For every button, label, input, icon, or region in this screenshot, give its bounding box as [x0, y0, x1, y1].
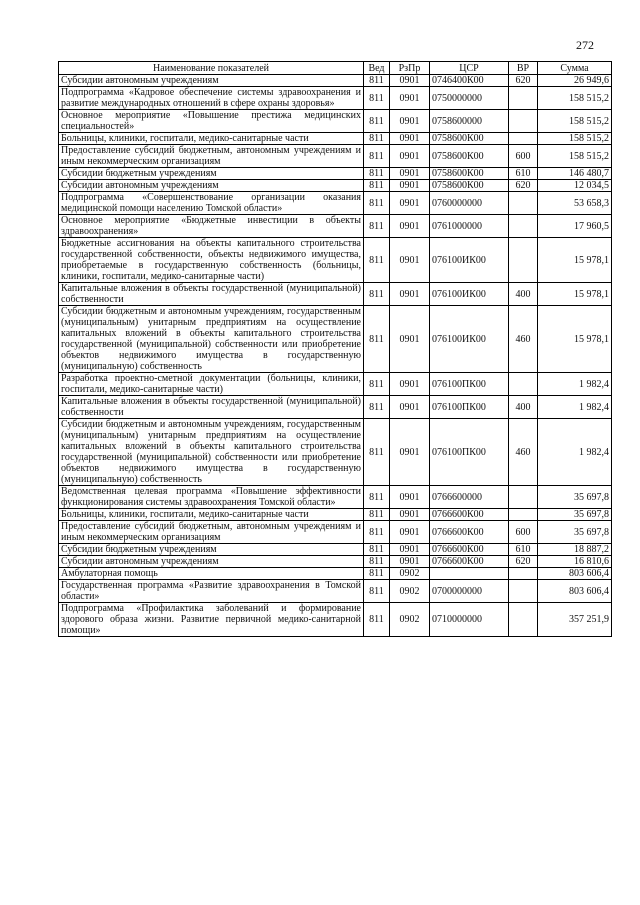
- cell-csr: 0700000000: [430, 580, 509, 603]
- table-row: [59, 192, 612, 215]
- cell-rzpr: 0901: [390, 306, 430, 373]
- header-row: [59, 62, 612, 75]
- cell-sum: 146 480,7: [538, 168, 612, 180]
- cell-vr: [509, 133, 538, 145]
- cell-sum: 12 034,5: [538, 180, 612, 192]
- cell-name: Амбулаторная помощь: [59, 568, 364, 580]
- cell-sum: 35 697,8: [538, 486, 612, 509]
- column-header-ved: Вед: [364, 62, 390, 75]
- table-row: [59, 145, 612, 168]
- cell-sum: 35 697,8: [538, 521, 612, 544]
- cell-vr: [509, 238, 538, 283]
- cell-ved: 811: [364, 215, 390, 238]
- cell-sum: 18 887,2: [538, 544, 612, 556]
- cell-name: Субсидии автономным учреждениям: [59, 556, 364, 568]
- cell-ved: 811: [364, 544, 390, 556]
- cell-csr: 0758600К00: [430, 133, 509, 145]
- cell-ved: 811: [364, 521, 390, 544]
- table-row: [59, 521, 612, 544]
- cell-name: Предоставление субсидий бюджетным, автономным учреждениям и иным некоммерческим организациям: [59, 145, 364, 168]
- column-header-csr: ЦСР: [430, 62, 509, 75]
- cell-csr: 076100ИК00: [430, 238, 509, 283]
- cell-csr: 0758600К00: [430, 168, 509, 180]
- cell-vr: [509, 192, 538, 215]
- cell-name: Больницы, клиники, госпитали, медико-санитарные части: [59, 509, 364, 521]
- cell-name: Разработка проектно-сметной документации (больницы, клиники, госпитали, медико-санитарные части): [59, 373, 364, 396]
- cell-vr: [509, 87, 538, 110]
- cell-csr: 0758600000: [430, 110, 509, 133]
- cell-csr: 0758600К00: [430, 180, 509, 192]
- cell-ved: 811: [364, 192, 390, 215]
- cell-vr: 460: [509, 306, 538, 373]
- cell-ved: 811: [364, 283, 390, 306]
- cell-vr: [509, 215, 538, 238]
- cell-rzpr: 0901: [390, 110, 430, 133]
- table-row: [59, 580, 612, 603]
- cell-csr: 0766600К00: [430, 521, 509, 544]
- cell-vr: 610: [509, 544, 538, 556]
- cell-sum: 53 658,3: [538, 192, 612, 215]
- cell-rzpr: 0901: [390, 180, 430, 192]
- cell-rzpr: 0902: [390, 568, 430, 580]
- table-row: [59, 180, 612, 192]
- cell-csr: 0766600К00: [430, 556, 509, 568]
- cell-vr: 400: [509, 283, 538, 306]
- cell-vr: [509, 373, 538, 396]
- cell-rzpr: 0902: [390, 580, 430, 603]
- cell-vr: [509, 509, 538, 521]
- cell-sum: 158 515,2: [538, 133, 612, 145]
- column-header-rzpr: РзПр: [390, 62, 430, 75]
- cell-vr: 610: [509, 168, 538, 180]
- cell-rzpr: 0901: [390, 556, 430, 568]
- cell-ved: 811: [364, 87, 390, 110]
- cell-name: Бюджетные ассигнования на объекты капитального строительства государственной собственности, объекты недвижимого имущества, приобретаемые в государственную собственность (больницы, клиники, госпитали, медико-санитарные части): [59, 238, 364, 283]
- cell-csr: 076100ПК00: [430, 396, 509, 419]
- table-row: [59, 168, 612, 180]
- cell-csr: 0760000000: [430, 192, 509, 215]
- cell-rzpr: 0901: [390, 544, 430, 556]
- cell-name: Ведомственная целевая программа «Повышение эффективности функционирования системы здравоохранения Томской области»: [59, 486, 364, 509]
- table-row: [59, 396, 612, 419]
- page-number: 272: [576, 38, 594, 52]
- column-header-vr: ВР: [509, 62, 538, 75]
- cell-sum: 158 515,2: [538, 145, 612, 168]
- cell-vr: [509, 603, 538, 637]
- cell-ved: 811: [364, 556, 390, 568]
- cell-rzpr: 0901: [390, 283, 430, 306]
- cell-vr: [509, 486, 538, 509]
- cell-ved: 811: [364, 568, 390, 580]
- cell-rzpr: 0901: [390, 215, 430, 238]
- cell-name: Субсидии автономным учреждениям: [59, 75, 364, 87]
- column-header-sum: Сумма: [538, 62, 612, 75]
- cell-csr: 076100ИК00: [430, 283, 509, 306]
- cell-sum: 158 515,2: [538, 110, 612, 133]
- cell-sum: 35 697,8: [538, 509, 612, 521]
- cell-sum: 158 515,2: [538, 87, 612, 110]
- cell-rzpr: 0901: [390, 145, 430, 168]
- table-row: [59, 556, 612, 568]
- cell-csr: 0746400К00: [430, 75, 509, 87]
- cell-csr: 0758600К00: [430, 145, 509, 168]
- cell-rzpr: 0902: [390, 603, 430, 637]
- cell-vr: 620: [509, 556, 538, 568]
- cell-sum: 357 251,9: [538, 603, 612, 637]
- cell-name: Больницы, клиники, госпитали, медико-санитарные части: [59, 133, 364, 145]
- cell-rzpr: 0901: [390, 509, 430, 521]
- cell-name: Предоставление субсидий бюджетным, автономным учреждениям и иным некоммерческим организациям: [59, 521, 364, 544]
- cell-ved: 811: [364, 580, 390, 603]
- cell-rzpr: 0901: [390, 133, 430, 145]
- cell-rzpr: 0901: [390, 373, 430, 396]
- table-row: [59, 306, 612, 373]
- cell-ved: 811: [364, 509, 390, 521]
- cell-rzpr: 0901: [390, 87, 430, 110]
- table-row: [59, 75, 612, 87]
- cell-sum: 15 978,1: [538, 283, 612, 306]
- table-row: [59, 133, 612, 145]
- table-row: [59, 419, 612, 486]
- cell-csr: 0766600000: [430, 486, 509, 509]
- cell-name: Субсидии автономным учреждениям: [59, 180, 364, 192]
- cell-name: Капитальные вложения в объекты государственной (муниципальной) собственности: [59, 396, 364, 419]
- cell-name: Субсидии бюджетным и автономным учреждениям, государственным (муниципальным) унитарным предприятиям на осуществление капитальных вложений в объекты капитального строительства государственной (муниципальной) собственности или приобретение объектов недвижимого имущества в государственную (муниципальную) собственность: [59, 306, 364, 373]
- cell-csr: 076100ПК00: [430, 373, 509, 396]
- cell-sum: 803 606,4: [538, 568, 612, 580]
- cell-vr: [509, 110, 538, 133]
- table-row: [59, 238, 612, 283]
- cell-rzpr: 0901: [390, 419, 430, 486]
- cell-sum: 803 606,4: [538, 580, 612, 603]
- cell-rzpr: 0901: [390, 396, 430, 419]
- table-row: [59, 568, 612, 580]
- cell-sum: 1 982,4: [538, 373, 612, 396]
- cell-ved: 811: [364, 306, 390, 373]
- cell-vr: [509, 568, 538, 580]
- cell-ved: 811: [364, 419, 390, 486]
- cell-name: Подпрограмма «Совершенствование организации оказания медицинской помощи населению Томской области»: [59, 192, 364, 215]
- cell-csr: 076100ИК00: [430, 306, 509, 373]
- cell-sum: 17 960,5: [538, 215, 612, 238]
- cell-ved: 811: [364, 168, 390, 180]
- cell-csr: 0761000000: [430, 215, 509, 238]
- cell-name: Капитальные вложения в объекты государственной (муниципальной) собственности: [59, 283, 364, 306]
- table-row: [59, 283, 612, 306]
- cell-rzpr: 0901: [390, 168, 430, 180]
- cell-name: Субсидии бюджетным учреждениям: [59, 168, 364, 180]
- cell-vr: [509, 580, 538, 603]
- column-header-name: Наименование показателей: [59, 62, 364, 75]
- cell-name: Подпрограмма «Кадровое обеспечение системы здравоохранения и развитие международных отношений в сфере охраны здоровья»: [59, 87, 364, 110]
- cell-sum: 26 949,6: [538, 75, 612, 87]
- cell-name: Государственная программа «Развитие здравоохранения в Томской области»: [59, 580, 364, 603]
- cell-vr: 460: [509, 419, 538, 486]
- table-row: [59, 110, 612, 133]
- cell-vr: 620: [509, 75, 538, 87]
- budget-table: [58, 61, 612, 637]
- cell-rzpr: 0901: [390, 521, 430, 544]
- table-row: [59, 544, 612, 556]
- table-row: [59, 373, 612, 396]
- cell-vr: 400: [509, 396, 538, 419]
- cell-ved: 811: [364, 180, 390, 192]
- cell-sum: 1 982,4: [538, 396, 612, 419]
- cell-ved: 811: [364, 110, 390, 133]
- cell-ved: 811: [364, 133, 390, 145]
- cell-sum: 16 810,6: [538, 556, 612, 568]
- cell-name: Основное мероприятие «Повышение престижа медицинских специальностей»: [59, 110, 364, 133]
- cell-csr: 0750000000: [430, 87, 509, 110]
- cell-csr: 076100ПК00: [430, 419, 509, 486]
- cell-csr: 0766600К00: [430, 544, 509, 556]
- cell-sum: 15 978,1: [538, 306, 612, 373]
- cell-name: Подпрограмма «Профилактика заболеваний и формирование здорового образа жизни. Развитие первичной медико-санитарной помощи»: [59, 603, 364, 637]
- cell-csr: 0710000000: [430, 603, 509, 637]
- cell-sum: 15 978,1: [538, 238, 612, 283]
- cell-ved: 811: [364, 603, 390, 637]
- cell-name: Основное мероприятие «Бюджетные инвестиции в объекты здравоохранения»: [59, 215, 364, 238]
- cell-sum: 1 982,4: [538, 419, 612, 486]
- cell-csr: [430, 568, 509, 580]
- table-row: [59, 603, 612, 637]
- cell-rzpr: 0901: [390, 238, 430, 283]
- cell-ved: 811: [364, 373, 390, 396]
- cell-ved: 811: [364, 396, 390, 419]
- cell-vr: 600: [509, 521, 538, 544]
- cell-ved: 811: [364, 145, 390, 168]
- cell-ved: 811: [364, 486, 390, 509]
- cell-rzpr: 0901: [390, 192, 430, 215]
- cell-vr: 620: [509, 180, 538, 192]
- cell-rzpr: 0901: [390, 486, 430, 509]
- cell-ved: 811: [364, 238, 390, 283]
- table-row: [59, 215, 612, 238]
- cell-rzpr: 0901: [390, 75, 430, 87]
- cell-ved: 811: [364, 75, 390, 87]
- table-row: [59, 509, 612, 521]
- cell-name: Субсидии бюджетным и автономным учреждениям, государственным (муниципальным) унитарным предприятиям на осуществление капитальных вложений в объекты капитального строительства государственной (муниципальной) собственности или приобретение объектов недвижимого имущества в государственную (муниципальную) собственность: [59, 419, 364, 486]
- cell-name: Субсидии бюджетным учреждениям: [59, 544, 364, 556]
- cell-vr: 600: [509, 145, 538, 168]
- cell-csr: 0766600К00: [430, 509, 509, 521]
- table-row: [59, 486, 612, 509]
- table-row: [59, 87, 612, 110]
